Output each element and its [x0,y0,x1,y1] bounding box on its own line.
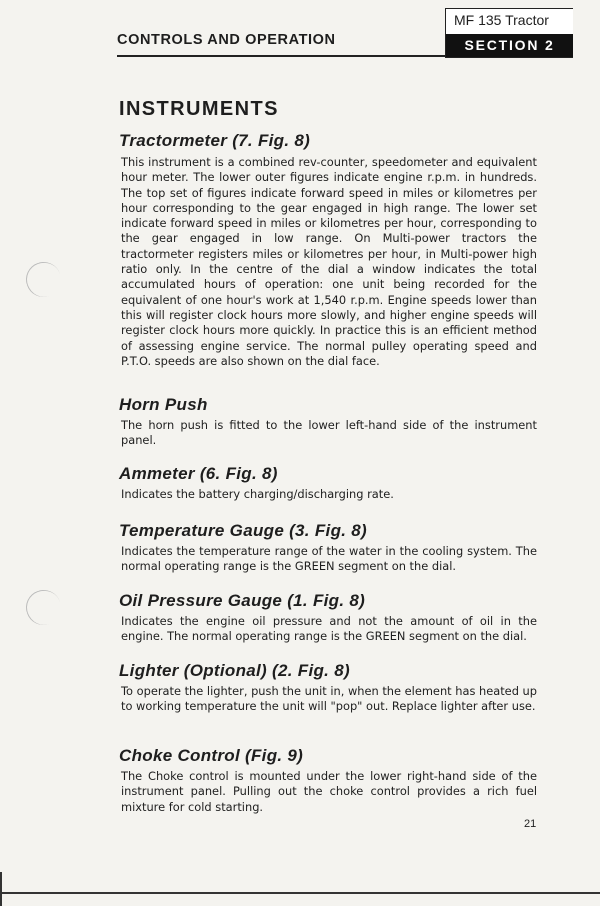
running-header-title: CONTROLS AND OPERATION [117,32,336,48]
ammeter-heading: Ammeter (6. Fig. 8) [119,464,278,483]
tractormeter-text: This instrument is a combined rev-counter, speedometer and equivalent hour meter. The lower outer figures indicate engine r.p.m. in hundreds. The top set of figures indicate forward speed in miles or kilometres per hour corresponding to the gear engaged in high range. The lower set indicate forward speed in miles or kilometres per hour, corresponding to the gear engaged in low range. On Multi-power tractors the tractormeter registers miles or kilometres per hour, in Multi-power high ratio only. In the centre of the dial a window indicates the total accumulated hours of operation: one unit being recorded for the equivalent of one hour's work at 1,540 r.p.m. Engine speeds lower than this will register clock hours more slowly, and higher engine speeds will register clock hours more quickly. In practice this is an efficient method of assessing engine service. The normal pulley operating speed and P.T.O. speeds are also shown on the dial face. [121,155,537,368]
temperature-gauge-heading: Temperature Gauge (3. Fig. 8) [119,521,368,540]
tab-model-label: MF 135 Tractor [454,12,549,28]
ammeter-text: Indicates the battery charging/discharging rate. [121,487,394,501]
choke-control-text: The Choke control is mounted under the lower right-hand side of the instrument panel. Pulling out the choke control provides a rich fuel mixture for cold starting. [121,769,537,814]
oil-pressure-text: Indicates the engine oil pressure and not the amount of oil in the engine. The normal operating range is the GREEN segment on the dial. [121,614,537,644]
tractormeter-heading: Tractormeter (7. Fig. 8) [119,131,311,150]
page-bottom-edge [0,892,600,894]
temperature-gauge-text: Indicates the temperature range of the water in the cooling system. The normal operating range is the GREEN segment on the dial. [121,544,537,574]
punch-hole-mark [21,257,66,302]
horn-push-heading: Horn Push [119,395,208,414]
lighter-heading: Lighter (Optional) (2. Fig. 8) [119,661,350,680]
page-left-edge [0,872,2,906]
oil-pressure-heading: Oil Pressure Gauge (1. Fig. 8) [119,591,366,610]
section-tab [445,8,573,58]
tab-section-label: SECTION 2 [446,34,573,57]
page-heading: INSTRUMENTS [119,98,279,120]
header-rule [117,55,453,57]
page-number: 21 [524,818,537,830]
choke-control-heading: Choke Control (Fig. 9) [119,746,304,765]
punch-hole-mark [21,585,66,630]
horn-push-text: The horn push is fitted to the lower left-hand side of the instrument panel. [121,418,537,448]
lighter-text: To operate the lighter, push the unit in, when the element has heated up to working temperature the unit will "pop" out. Replace lighter after use. [121,684,537,714]
